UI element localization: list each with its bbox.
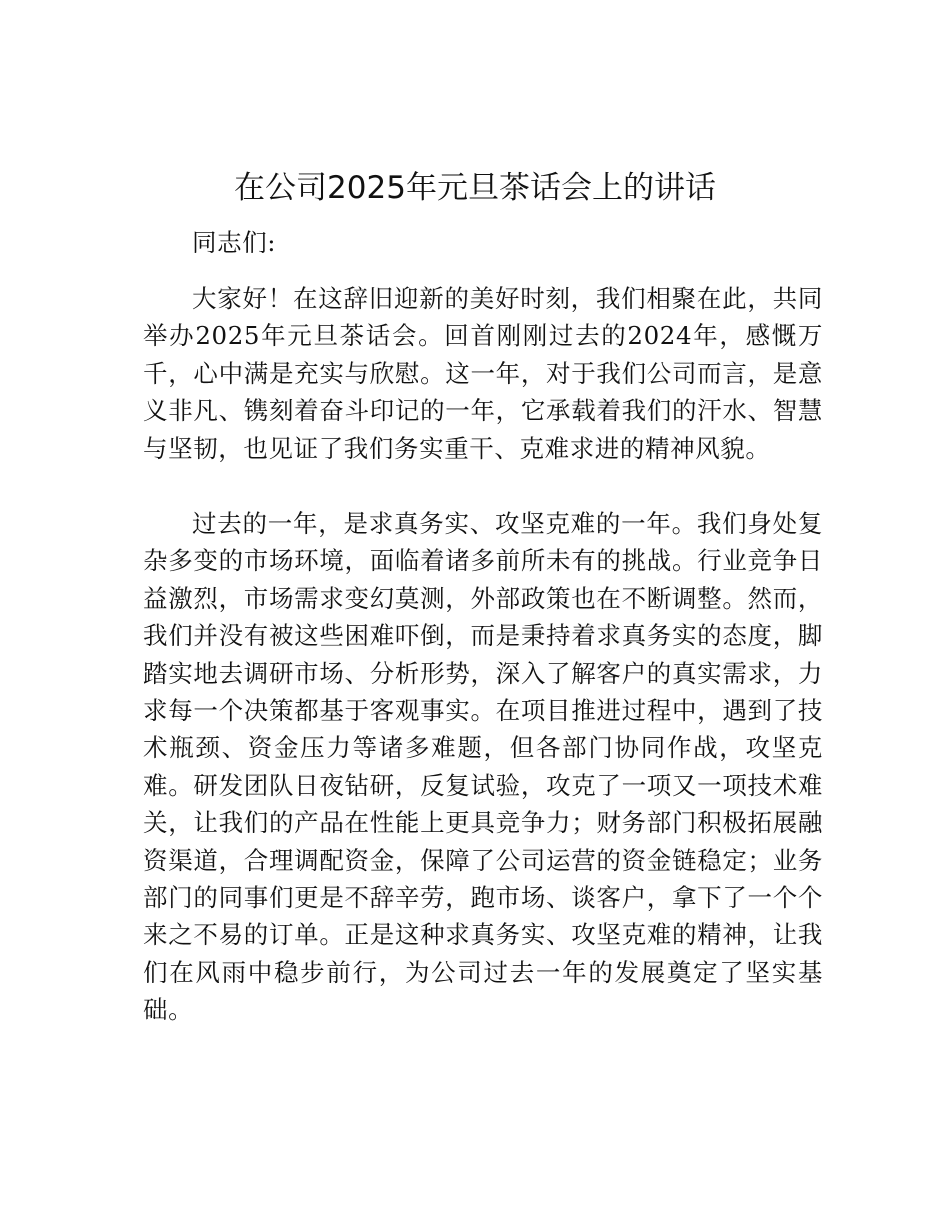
document-title: 在公司2025年元旦茶话会上的讲话	[234, 170, 716, 206]
salutation: 同志们:	[192, 228, 277, 257]
paragraph-1: 大家好！在这辞旧迎新的美好时刻，我们相聚在此，共同举办2025年元旦茶话会。回首刚刚过去的2024年，感慨万千，心中满是充实与欣慰。这一年，对于我们公司而言，是意义非凡、镌刻着奋斗印记的一年，它承载着我们的汗水、智慧与坚韧，也见证了我们务实重干、克难求进的精神风貌。	[143, 284, 823, 463]
paragraph-2: 过去的一年，是求真务实、攻坚克难的一年。我们身处复杂多变的市场环境，面临着诸多前所未有的挑战。行业竞争日益激烈，市场需求变幻莫测，外部政策也在不断调整。然而，我们并没有被这些困难吓倒，而是秉持着求真务实的态度，脚踏实地去调研市场、分析形势，深入了解客户的真实需求，力求每一个决策都基于客观事实。在项目推进过程中，遇到了技术瓶颈、资金压力等诸多难题，但各部门协同作战，攻坚克难。研发团队日夜钻研，反复试验，攻克了一项又一项技术难关，让我们的产品在性能上更具竞争力；财务部门积极拓展融资渠道，合理调配资金，保障了公司运营的资金链稳定；业务部门的同事们更是不辞辛劳，跑市场、谈客户，拿下了一个个来之不易的订单。正是这种求真务实、攻坚克难的精神，让我们在风雨中稳步前行，为公司过去一年的发展奠定了坚实基础。	[143, 509, 823, 1025]
